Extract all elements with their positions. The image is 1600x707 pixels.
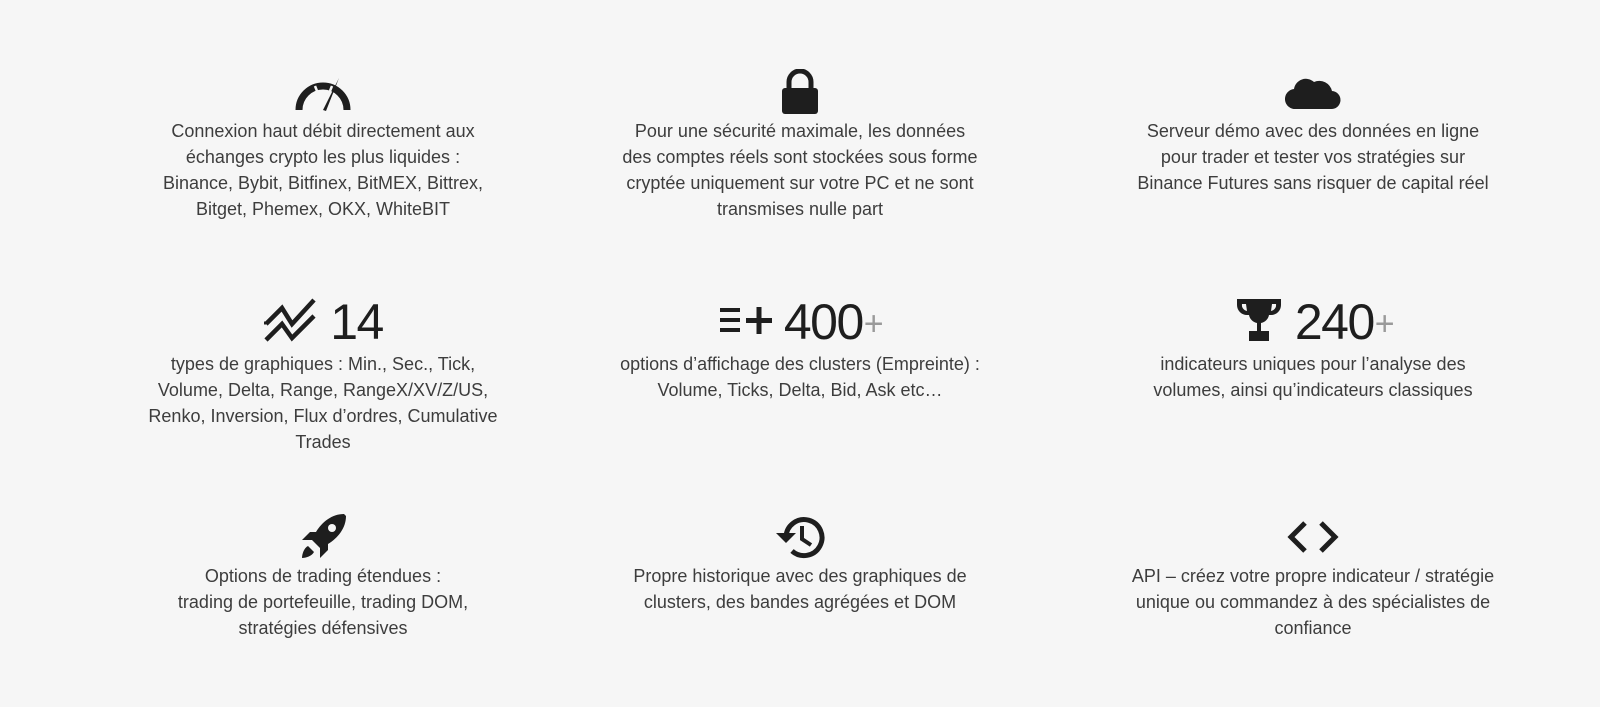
feature-demo-server [1103,68,1523,196]
feature-connection [113,68,533,222]
feature-description: Connexion haut débit directement aux échanges crypto les plus liquides : Binance, Bybit, Bitfinex, BitMEX, Bittrex, Bitget, Phemex, OKX, WhiteBIT [162,121,484,219]
lock-icon [590,68,1010,116]
list-plus-icon [718,302,774,343]
feature-description: Pour une sécurité maximale, les données des comptes réels sont stockées sous forme cryptée uniquement sur votre PC et ne sont transmises nulle part [622,121,978,219]
feature-description: API – créez votre propre indicateur / stratégie unique ou commandez à des spécialistes de confiance [1131,566,1495,638]
stat-value: 14 [330,294,383,350]
stat-block [1103,294,1523,350]
feature-description: types de graphiques : Min., Sec., Tick, Volume, Delta, Range, RangeX/XV/Z/US, Renko, Inversion, Flux d’ordres, Cumulative Trades [148,354,498,452]
stat-value: 240+ [1294,294,1394,350]
feature-description: Serveur démo avec des données en ligne pour trader et tester vos stratégies sur Binance Futures sans risquer de capital réel [1137,121,1489,193]
feature-security [590,68,1010,222]
feature-description: Options de trading étendues : trading de portefeuille, trading DOM, stratégies défensives [177,566,469,638]
feature-history [590,513,1010,615]
trophy-icon [1233,295,1285,350]
feature-description: Propre historique avec des graphiques de clusters, des bandes agrégées et DOM [633,566,967,612]
feature-cluster-options [590,290,1010,403]
feature-api [1103,513,1523,641]
feature-trading-options [113,513,533,641]
stat-block [113,294,533,350]
feature-indicators [1103,290,1523,403]
feature-description: options d’affichage des clusters (Empreinte) : Volume, Ticks, Delta, Bid, Ask etc… [620,354,980,400]
stat-block [590,294,1010,350]
history-icon [590,513,1010,561]
cloud-icon [1103,68,1523,116]
feature-description: indicateurs uniques pour l’analyse des volumes, ainsi qu’indicateurs classiques [1153,354,1473,400]
speedometer-icon [113,68,533,116]
stat-value: 400+ [783,294,883,350]
feature-chart-types [113,290,533,455]
chart-lines-icon [262,296,320,349]
code-icon [1103,513,1523,561]
rocket-icon [113,513,533,561]
